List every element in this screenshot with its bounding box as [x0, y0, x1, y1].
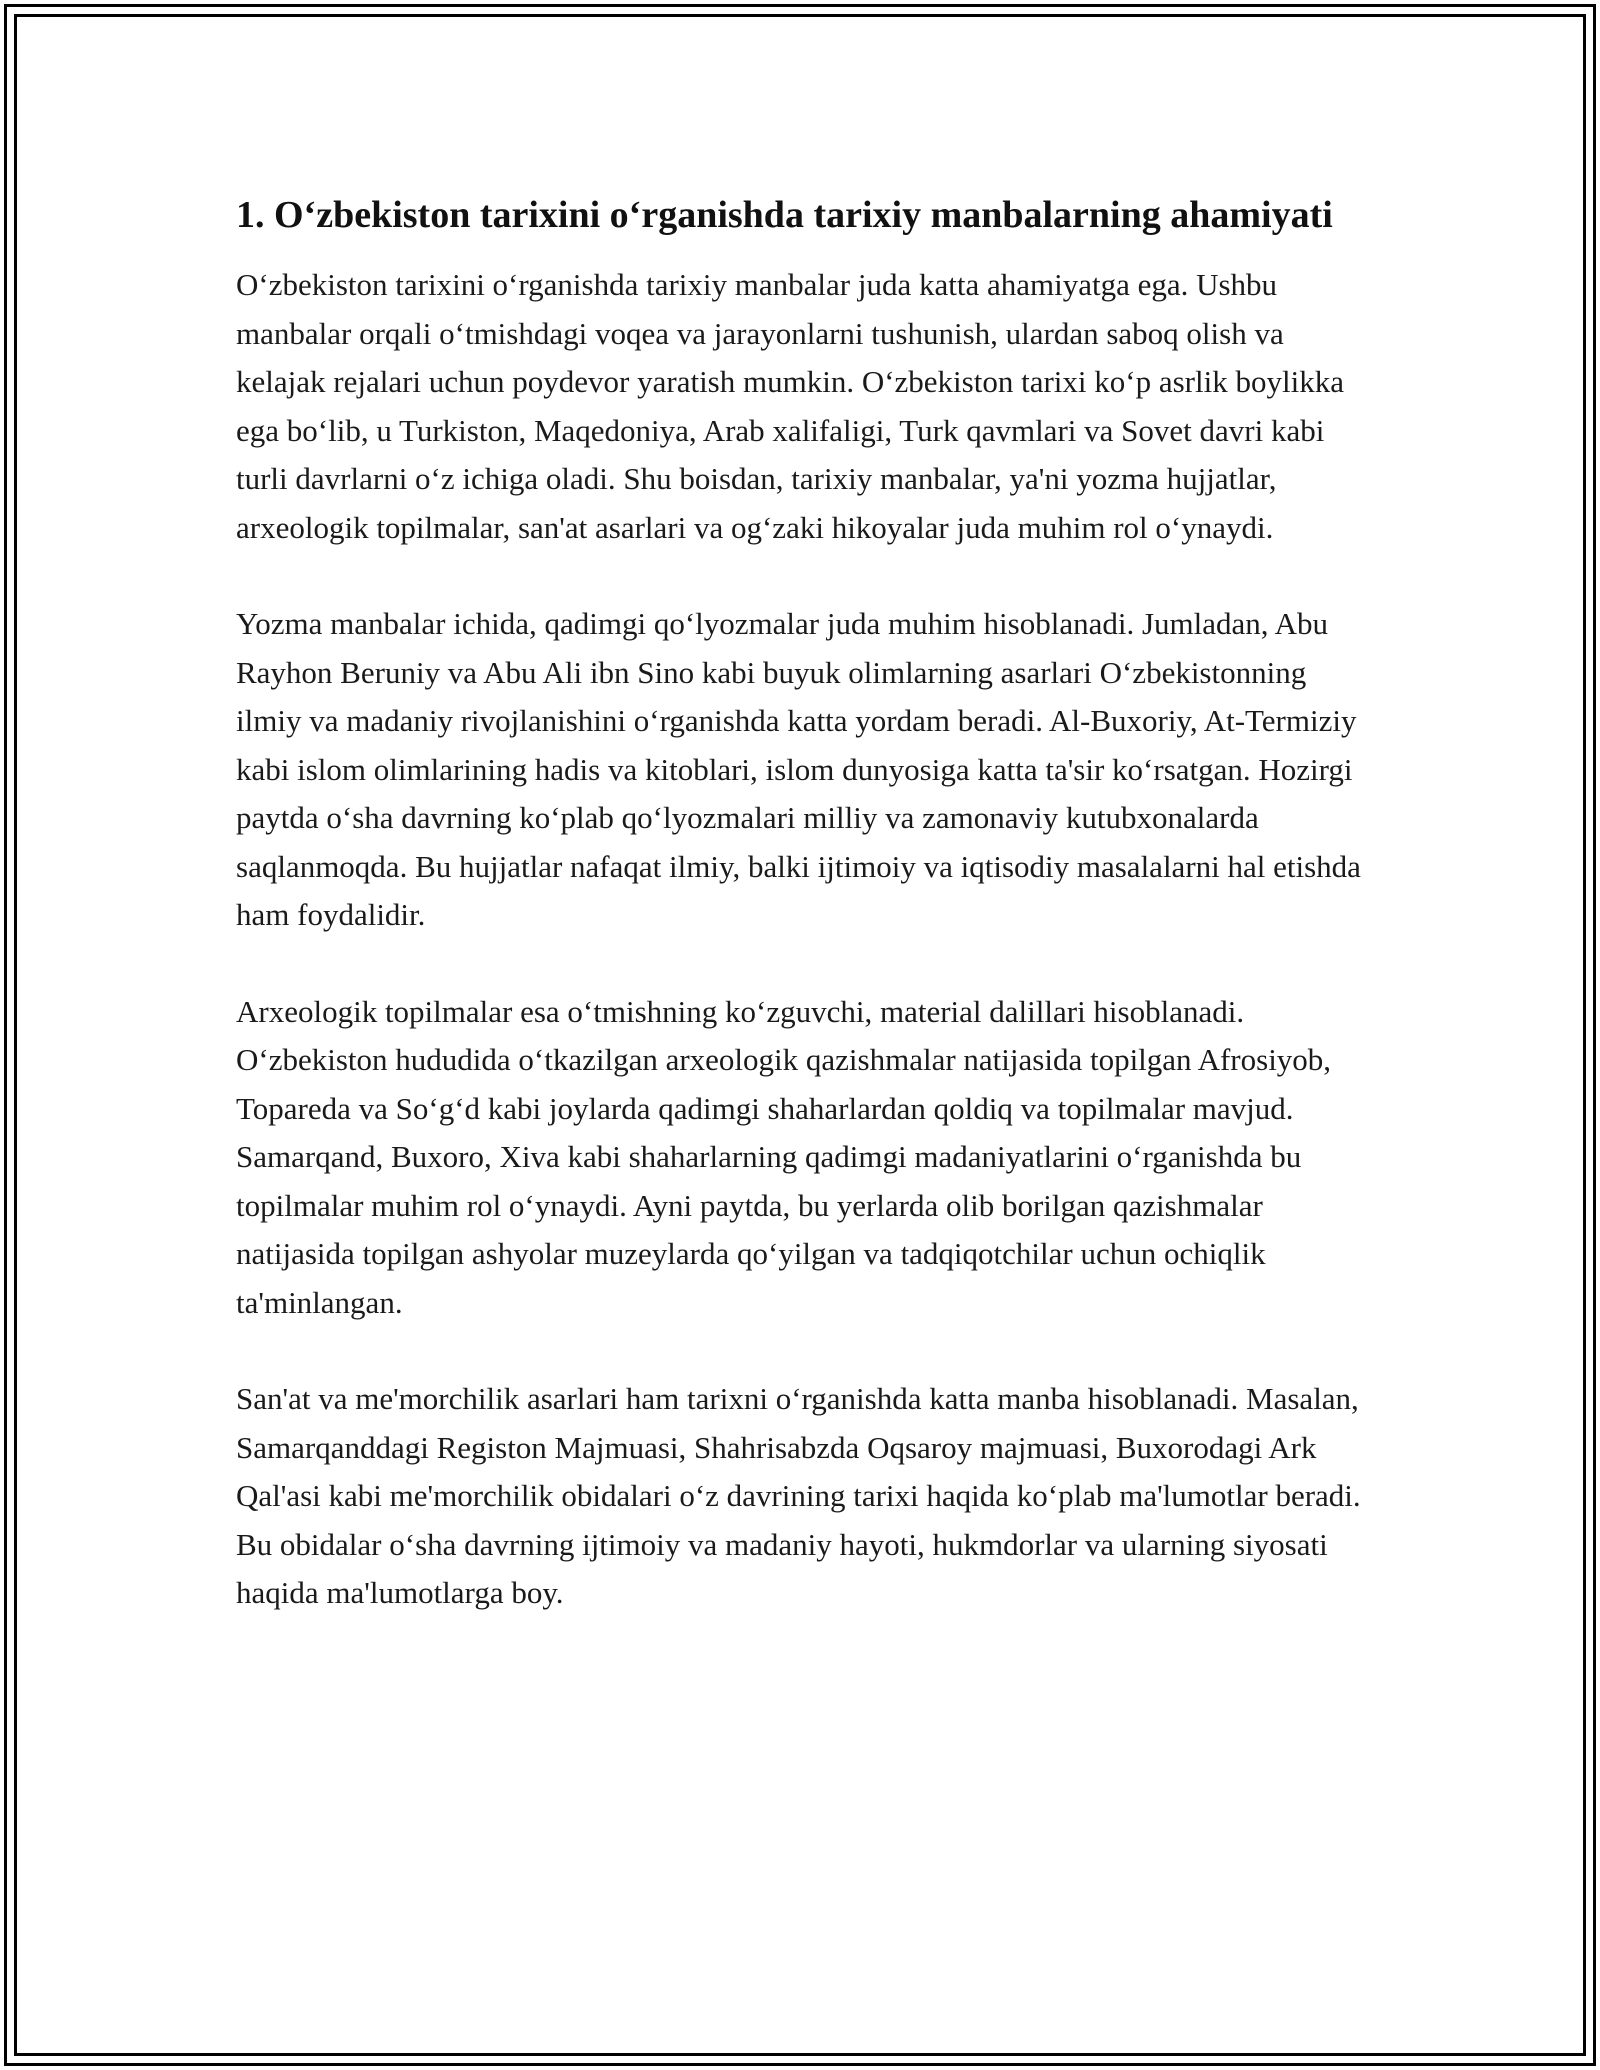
paragraph-archaeological-finds: Arxeologik topilmalar esa o‘tmishning ko‘zguvchi, material dalillari hisoblanadi. O‘zbekiston hududida o‘tkazilgan arxeologik qazishmalar natijasida topilgan Afrosiyob, Topareda va So‘g‘d kabi joylarda qadimgi shaharlardan qoldiq va topilmalar mavjud. Samarqand, Buxoro, Xiva kabi shaharlarning qadimgi madaniyatlarini o‘rganishda bu topilmalar muhim rol o‘ynaydi. Ayni paytda, bu yerlarda olib borilgan qazishmalar natijasida topilgan ashyolar muzeylarda qo‘yilgan va tadqiqotchilar uchun ochiqlik ta'minlangan.: [236, 993, 1332, 1320]
paragraph-written-sources: Yozma manbalar ichida, qadimgi qo‘lyozmalar juda muhim hisoblanadi. Jumladan, Abu Rayhon Beruniy va Abu Ali ibn Sino kabi buyuk olimlarning asarlari O‘zbekistonning ilmiy va madaniy rivojlanishini o‘rganishda katta yordam beradi. Al-Buxoriy, At-Termiziy kabi islom olimlarining hadis va kitoblari, islom dunyosiga katta ta'sir ko‘rsatgan. Hozirgi paytda o‘sha davrning ko‘plab qo‘lyozmalari milliy va zamonaviy kutubxonalarda saqlanmoqda. Bu hujjatlar nafaqat ilmiy, balki ijtimoiy va iqtisodiy masalalarni hal etishda ham foydalidir.: [236, 606, 1361, 932]
document-body: [236, 180, 1376, 1618]
paragraph-sources-importance: O‘zbekiston tarixini o‘rganishda tarixiy manbalar juda katta ahamiyatga ega. Ushbu manbalar orqali o‘tmishdagi voqea va jarayonlarni tushunish, ulardan saboq olish va kelajak rejalari uchun poydevor yaratish mumkin. O‘zbekiston tarixi ko‘p asrlik boylikka ega bo‘lib, u Turkiston, Maqedoniya, Arab xalifaligi, Turk qavmlari va Sovet davri kabi turli davrlarni o‘z ichiga oladi. Shu boisdan, tarixiy manbalar, ya'ni yozma hujjatlar, arxeologik topilmalar, san'at asarlari va og‘zaki hikoyalar juda muhim rol o‘ynaydi.: [236, 267, 1344, 545]
page-title: 1. O‘zbekiston tarixini o‘rganishda tarixiy manbalarning ahamiyati: [236, 194, 1333, 236]
paragraph-art-architecture: San'at va me'morchilik asarlari ham tarixni o‘rganishda katta manba hisoblanadi. Masalan, Samarqanddagi Registon Majmuasi, Shahrisabzda Oqsaroy majmuasi, Buxorodagi Ark Qal'asi kabi me'morchilik obidalari o‘z davrining tarixi haqida ko‘plab ma'lumotlar beradi. Bu obidalar o‘sha davrning ijtimoiy va madaniy hayoti, hukmdorlar va ularning siyosati haqida ma'lumotlarga boy.: [236, 1381, 1361, 1610]
